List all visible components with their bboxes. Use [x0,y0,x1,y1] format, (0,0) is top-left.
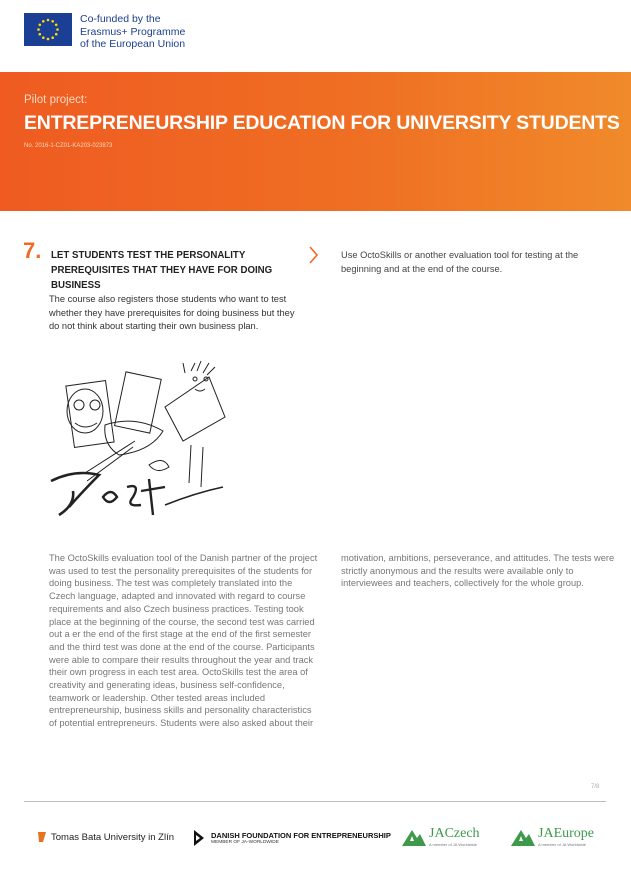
dfe-logo-subtitle: MEMBER OF JA-WORLDWIDE [211,840,279,845]
ja-mountain-icon [401,827,427,847]
ja-mountain-icon [510,827,536,847]
ja-europe-tagline: A member of JA Worldwide [538,842,586,847]
tbu-logo [37,831,174,843]
banner-kicker: Pilot project: [24,94,88,106]
ja-europe-name: Europe [553,826,594,841]
section-intro: The course also registers those students who want to test whether they have prerequisites for doing business but they do not think about starting their own business plan. [49,294,295,332]
eu-cofunding-logo [24,13,185,51]
eu-cofunding-text [80,13,185,51]
ja-europe-logo [510,826,594,847]
page-title: ENTREPRENEURSHIP EDUCATION FOR UNIVERSITY STUDENTS [24,112,620,134]
title-banner [0,72,631,211]
page-number: 7/8 [591,784,600,790]
tbu-mark-icon [37,831,47,843]
test-illustration [45,355,237,527]
ja-czech-prefix: JA [429,826,445,841]
eu-line-2: Erasmus+ Programme [80,25,186,38]
eu-line-3: of the European Union [80,38,186,50]
chevron-right-icon [306,245,320,265]
eu-flag-icon [24,13,72,46]
tip-text: Use OctoSkills or another evaluation tool for testing at the beginning and at the end of the course. [341,250,579,274]
dfe-mark-icon [192,829,206,847]
tbu-logo-text: Tomas Bata University in Zlín [51,831,175,843]
dfe-logo [192,829,391,847]
section-heading: LET STUDENTS TEST THE PERSONALITY PREREQUISITES THAT THEY HAVE FOR DOING BUSINESS [51,250,273,291]
ja-czech-tagline: A member of JA Worldwide [429,842,477,847]
eu-line-1: Co-funded by the [80,13,161,25]
dfe-logo-title: DANISH FOUNDATION FOR ENTREPRENEURSHIP [211,831,391,840]
project-number: No. 2016-1-CZ01-KA203-023873 [24,143,113,149]
section-number: 7. [23,238,42,263]
ja-czech-name: Czech [444,826,480,841]
ja-czech-logo [401,826,480,847]
body-column-1: The OctoSkills evaluation tool of the Danish partner of the project was used to test the personality prerequisites of the students for doing business. The test was completely translated into the Czech language, adapted and innovated with regard to course requirements and also Czech business practices. Testing took place at the beginning of the course, the second test was carried out a er the end of the first stage at the end of the first semester and the third test was done at the end of the course. Participants were able to compare their results throughout the year and track their own progress in each test area. OctoSkills test the area of creativity and generating ideas, business self-confidence, teamwork or leadership. Other tested areas included entrepreneurship, business skills and personality characteristics of potential entrepreneurs. Students were also asked about their [49,553,318,729]
footer-divider [24,801,606,802]
body-column-2: motivation, ambitions, perseverance, and attitudes. The tests were strictly anonymous and the results were available only to interviewees and teachers, collectively for the whole group. [341,553,615,589]
ja-europe-prefix: JA [538,826,554,841]
